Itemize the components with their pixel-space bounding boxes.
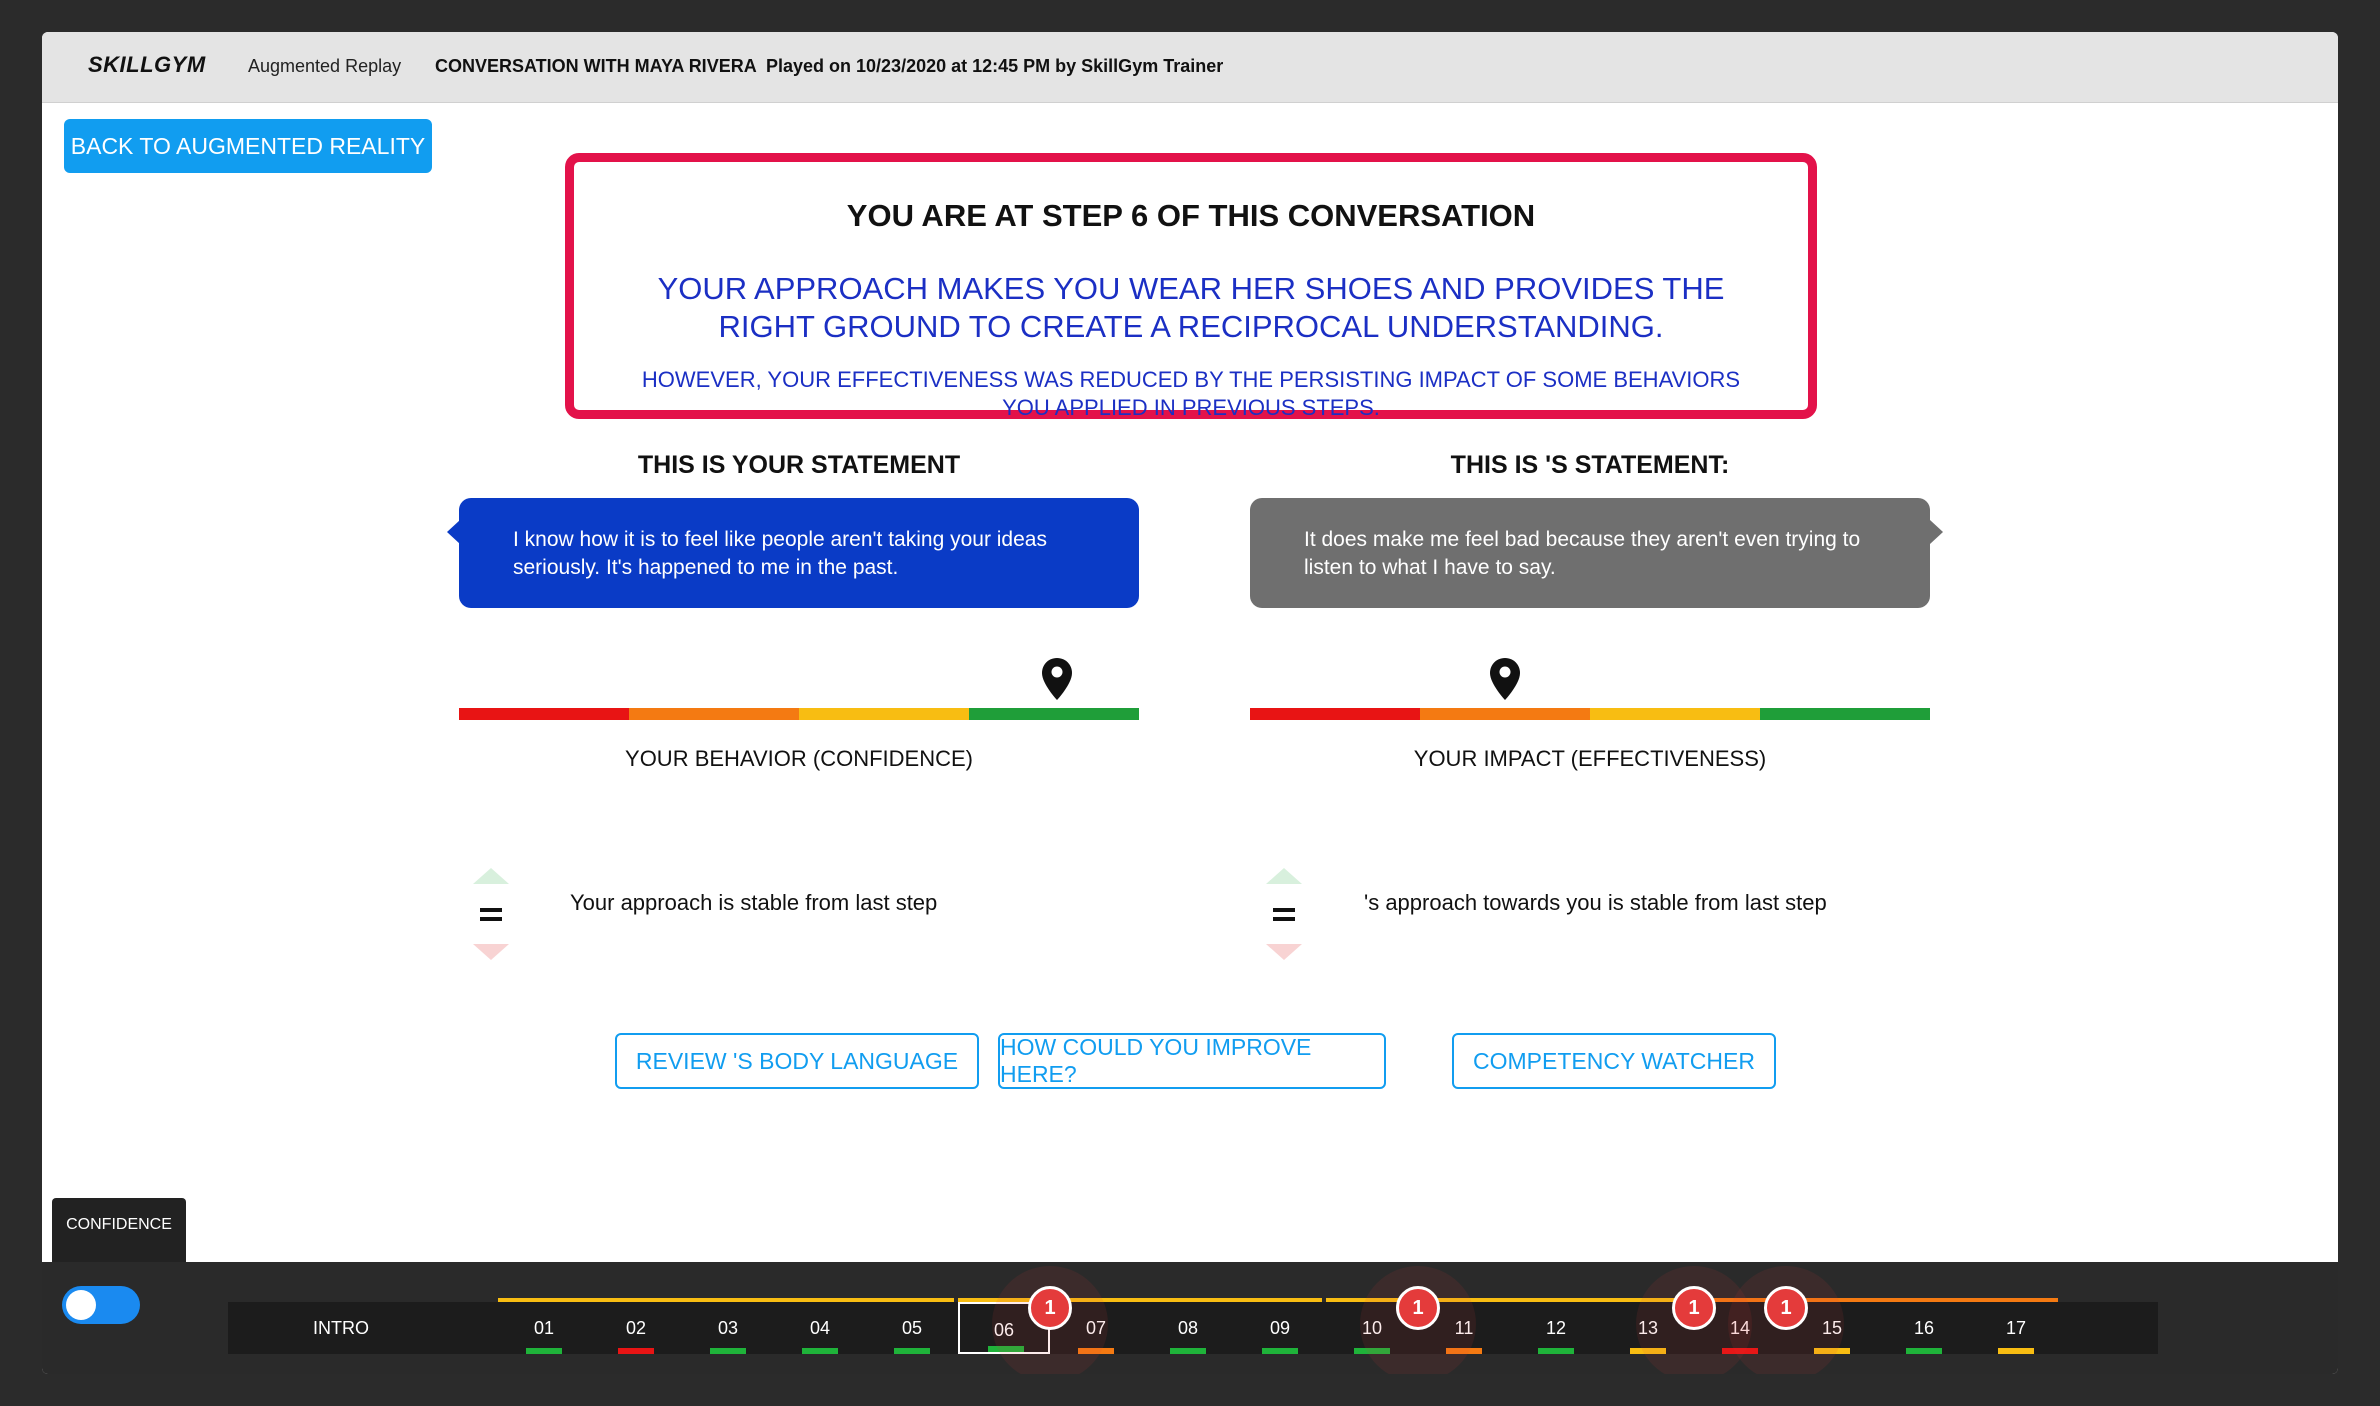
meter-segment-red: [1250, 708, 1420, 720]
timeline-step-number: 02: [625, 1318, 647, 1338]
timeline-step-status-bar: [1170, 1348, 1206, 1354]
timeline-step-05[interactable]: [866, 1302, 958, 1354]
timeline-step-04[interactable]: [774, 1302, 866, 1354]
stable-trend-icon: [471, 864, 511, 964]
timeline-step-number: 08: [1177, 1318, 1199, 1338]
timeline-step-status-bar: [894, 1348, 930, 1354]
timeline-intro[interactable]: INTRO: [313, 1317, 369, 1338]
stable-trend-icon: [1264, 864, 1304, 964]
timeline-step-status-bar: [1998, 1348, 2034, 1354]
timeline-step-number: 09: [1269, 1318, 1291, 1338]
confidence-toggle[interactable]: [62, 1286, 140, 1324]
timeline-step-08[interactable]: [1142, 1302, 1234, 1354]
timeline-step-17[interactable]: [1970, 1302, 2062, 1354]
step-timeline: [228, 1302, 2158, 1354]
timeline-step-number: 14: [1729, 1318, 1751, 1338]
step-heading: YOU ARE AT STEP 6 OF THIS CONVERSATION: [846, 198, 1536, 233]
timeline-step-status-bar: [618, 1348, 654, 1354]
impact-location-pin-icon: [1488, 656, 1522, 702]
timeline-step-number: 05: [901, 1318, 923, 1338]
meter-segment-red: [459, 708, 629, 720]
played-info: Played on 10/23/2020 at 12:45 PM by SkillGym Trainer: [766, 56, 1224, 76]
timeline-step-number: 03: [717, 1318, 739, 1338]
timeline-step-number: 04: [809, 1318, 831, 1338]
other-trend-text: 's approach towards you is stable from last step: [1364, 890, 1827, 915]
meter-segment-green: [1760, 708, 1930, 720]
timeline-step-status-bar: [1262, 1348, 1298, 1354]
app-subtitle: Augmented Replay: [248, 56, 402, 76]
meter-segment-yellow: [799, 708, 969, 720]
timeline-event-marker[interactable]: 1: [1672, 1286, 1716, 1330]
timeline-step-number: 07: [1085, 1318, 1107, 1338]
step-note: HOWEVER, YOUR EFFECTIVENESS WAS REDUCED BY THE PERSISTING IMPACT OF SOME BEHAVIORS YOU APPLIED IN PREVIOUS STEPS.: [641, 367, 1741, 420]
timeline-step-03[interactable]: [682, 1302, 774, 1354]
timeline-step-02[interactable]: [590, 1302, 682, 1354]
toggle-knob: [66, 1290, 96, 1320]
your-trend-text: Your approach is stable from last step: [570, 890, 938, 915]
conversation-title: CONVERSATION WITH MAYA RIVERA: [435, 56, 757, 76]
app-window: [42, 32, 2338, 1374]
timeline-event-marker[interactable]: 1: [1764, 1286, 1808, 1330]
timeline-phase-line: [498, 1298, 954, 1302]
timeline-step-12[interactable]: [1510, 1302, 1602, 1354]
timeline-step-number: 16: [1913, 1318, 1935, 1338]
improve-here-button[interactable]: HOW COULD YOU IMPROVE HERE?: [998, 1033, 1386, 1089]
impact-meter-label: YOUR IMPACT (EFFECTIVENESS): [1413, 746, 1767, 771]
review-body-language-button[interactable]: REVIEW 'S BODY LANGUAGE: [615, 1033, 979, 1089]
timeline-step-number: 17: [2005, 1318, 2027, 1338]
top-bar: [42, 32, 2338, 103]
impact-meter: [1250, 708, 1930, 720]
meter-segment-yellow: [1590, 708, 1760, 720]
timeline-step-number: 01: [533, 1318, 555, 1338]
your-statement-bubble: I know how it is to feel like people aren't taking your ideas seriously. It's happened to me in the past.: [459, 498, 1139, 608]
timeline-step-number: 11: [1454, 1318, 1474, 1338]
timeline-step-status-bar: [1906, 1348, 1942, 1354]
timeline-step-status-bar: [802, 1348, 838, 1354]
timeline-step-number: 13: [1637, 1318, 1659, 1338]
back-to-augmented-reality-button[interactable]: BACK TO AUGMENTED REALITY: [64, 119, 432, 173]
other-statement-bubble: It does make me feel bad because they aren't even trying to listen to what I have to say.: [1250, 498, 1930, 608]
timeline-event-marker[interactable]: 1: [1028, 1286, 1072, 1330]
timeline-step-number: 15: [1821, 1318, 1843, 1338]
behavior-meter-label: YOUR BEHAVIOR (CONFIDENCE): [625, 746, 973, 771]
behavior-location-pin-icon: [1040, 656, 1074, 702]
other-statement-heading: THIS IS 'S STATEMENT:: [1450, 451, 1730, 479]
timeline-step-16[interactable]: [1878, 1302, 1970, 1354]
competency-watcher-button[interactable]: COMPETENCY WATCHER: [1452, 1033, 1776, 1089]
timeline-event-marker[interactable]: 1: [1396, 1286, 1440, 1330]
timeline-step-number: 12: [1545, 1318, 1567, 1338]
confidence-tab[interactable]: CONFIDENCE: [52, 1198, 186, 1268]
timeline-step-number: 06: [993, 1320, 1015, 1340]
timeline-step-status-bar: [526, 1348, 562, 1354]
your-statement-heading: THIS IS YOUR STATEMENT: [637, 451, 961, 479]
timeline-step-number: 10: [1361, 1318, 1383, 1338]
meter-segment-orange: [1420, 708, 1590, 720]
timeline-step-status-bar: [710, 1348, 746, 1354]
app-logo: SKILLGYM: [88, 52, 206, 77]
meter-segment-green: [969, 708, 1139, 720]
behavior-meter: [459, 708, 1139, 720]
step-main-feedback: YOUR APPROACH MAKES YOU WEAR HER SHOES AND PROVIDES THE RIGHT GROUND TO CREATE A RECIPROCAL UNDERSTANDING.: [657, 271, 1725, 344]
timeline-step-09[interactable]: [1234, 1302, 1326, 1354]
meter-segment-orange: [629, 708, 799, 720]
timeline-step-status-bar: [1538, 1348, 1574, 1354]
timeline-step-01[interactable]: [498, 1302, 590, 1354]
step-summary-panel: [565, 153, 1817, 419]
